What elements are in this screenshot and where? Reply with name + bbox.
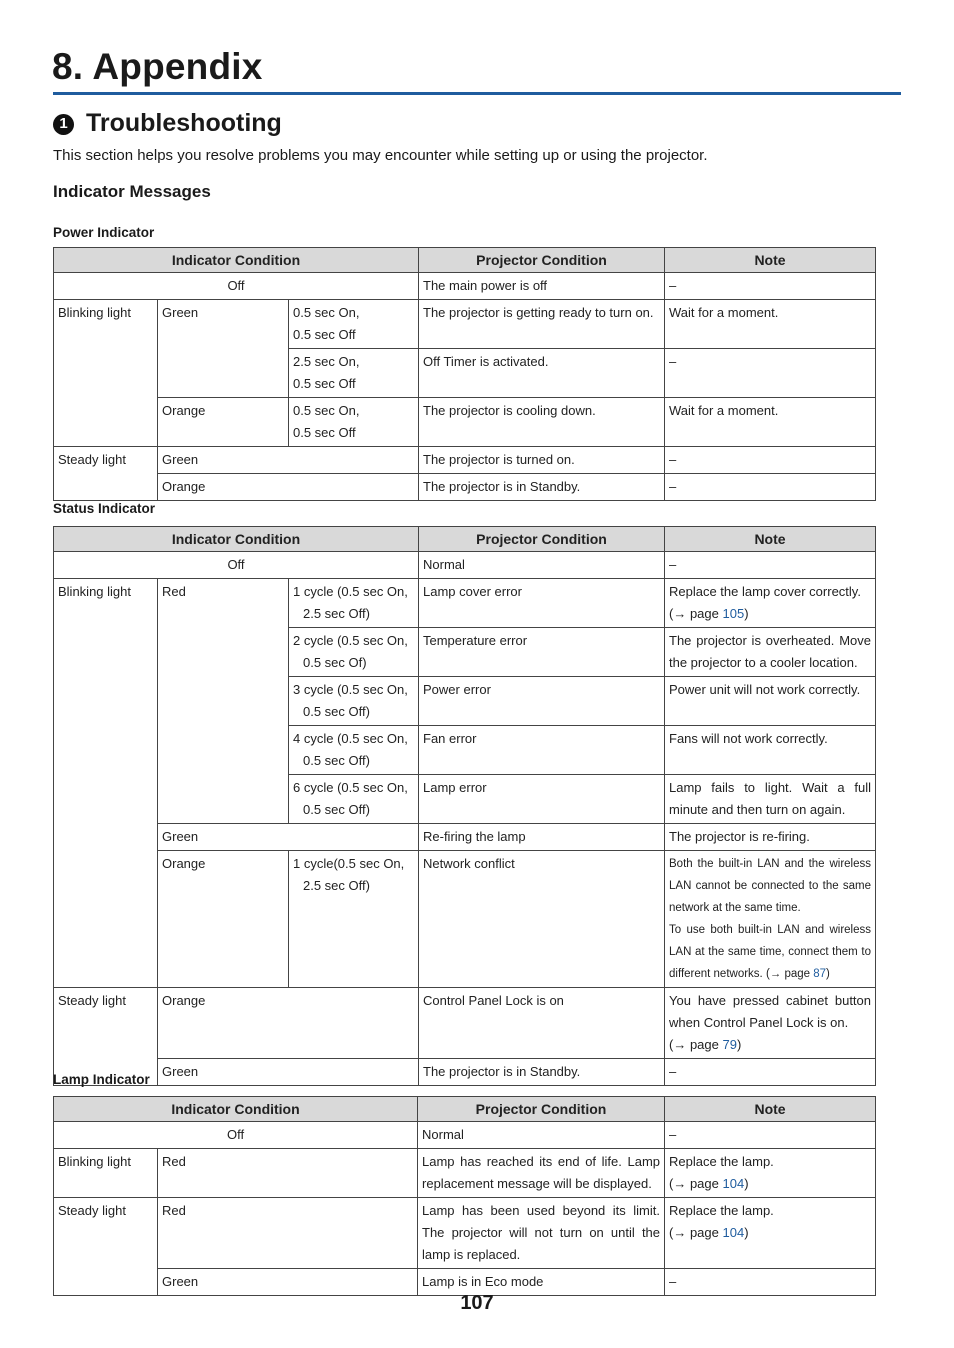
table-row xyxy=(54,273,876,300)
page-ref-link[interactable]: 87 xyxy=(813,968,827,980)
timing-line: 2.5 sec On, xyxy=(293,354,360,369)
cell-timing xyxy=(289,398,419,447)
note-text: Replace the lamp. xyxy=(669,1154,774,1169)
table-row xyxy=(54,1198,876,1269)
cell-blinking: Blinking light xyxy=(54,579,158,988)
cell-projector: Network conflict xyxy=(419,851,665,988)
cell-off: Off xyxy=(54,1122,418,1149)
cell-note: – xyxy=(665,273,876,300)
header-indicator-condition: Indicator Condition xyxy=(54,1097,418,1122)
cell-projector: The projector is getting ready to turn on. xyxy=(419,300,665,349)
cell-timing xyxy=(289,851,419,988)
timing-line: 2.5 sec Off) xyxy=(303,606,370,621)
header-note: Note xyxy=(665,527,876,552)
cell-projector: Temperature error xyxy=(419,628,665,677)
section-title xyxy=(53,107,282,139)
page-ref-prefix: (→ page xyxy=(669,606,723,621)
cell-note: The projector is re-firing. xyxy=(665,824,876,851)
timing-line: 1 cycle (0.5 sec On, xyxy=(293,584,408,599)
cell-color: Orange xyxy=(158,398,289,447)
cell-projector: The main power is off xyxy=(419,273,665,300)
table-row xyxy=(54,1059,876,1086)
cell-note: The projector is overheated. Move the projector to a cooler location. xyxy=(665,628,876,677)
table-row xyxy=(54,474,876,501)
cell-note: – xyxy=(665,474,876,501)
cell-projector: Lamp has reached its end of life. Lamp replacement message will be displayed. xyxy=(418,1149,665,1198)
cell-blinking: Blinking light xyxy=(54,300,158,447)
table-row xyxy=(54,552,876,579)
timing-line: 0.5 sec Off xyxy=(293,425,356,440)
page-ref-link[interactable]: 104 xyxy=(722,1225,745,1240)
power-indicator-label: Power Indicator xyxy=(53,225,155,240)
section-number-badge: 1 xyxy=(53,114,74,135)
cell-timing xyxy=(289,349,419,398)
table-header-row xyxy=(54,248,876,273)
cell-note xyxy=(665,579,876,628)
table-header-row xyxy=(54,527,876,552)
header-projector-condition: Projector Condition xyxy=(419,527,665,552)
status-indicator-table xyxy=(53,526,876,1086)
timing-line: 2 cycle (0.5 sec On, xyxy=(293,633,408,648)
header-note: Note xyxy=(665,1097,876,1122)
cell-note xyxy=(665,851,876,988)
cell-projector: Fan error xyxy=(419,726,665,775)
cell-projector: Power error xyxy=(419,677,665,726)
power-indicator-table xyxy=(53,247,876,501)
table-row xyxy=(54,1122,876,1149)
cell-note: – xyxy=(665,1269,876,1296)
cell-note xyxy=(665,988,876,1059)
cell-projector: The projector is turned on. xyxy=(419,447,665,474)
cell-projector: Lamp error xyxy=(419,775,665,824)
cell-projector: Control Panel Lock is on xyxy=(419,988,665,1059)
timing-line: 0.5 sec Off xyxy=(293,376,356,391)
cell-projector: Lamp has been used beyond its limit. The projector will not turn on until the lamp is replaced. xyxy=(418,1198,665,1269)
cell-note: – xyxy=(665,1122,876,1149)
cell-steady: Steady light xyxy=(54,1198,158,1296)
note-text: Replace the lamp. xyxy=(669,1203,774,1218)
table-row xyxy=(54,398,876,447)
cell-projector: Normal xyxy=(418,1122,665,1149)
cell-color: Green xyxy=(158,447,419,474)
header-projector-condition: Projector Condition xyxy=(419,248,665,273)
note-text: Replace the lamp cover correctly. xyxy=(669,584,861,599)
cell-note: Wait for a moment. xyxy=(665,300,876,349)
cell-color: Green xyxy=(158,1269,418,1296)
cell-projector: Re-firing the lamp xyxy=(419,824,665,851)
cell-color: Red xyxy=(158,579,289,824)
section-title-text: Troubleshooting xyxy=(86,109,282,137)
page-ref-prefix: (→ page xyxy=(669,1037,723,1052)
cell-timing xyxy=(289,300,419,349)
cell-timing xyxy=(289,775,419,824)
cell-color: Red xyxy=(158,1198,418,1269)
timing-line: 2.5 sec Off) xyxy=(303,878,370,893)
note-text: You have pressed cabinet button when Control Panel Lock is on. xyxy=(669,993,871,1030)
timing-line: 1 cycle(0.5 sec On, xyxy=(293,856,405,871)
cell-note: Lamp fails to light. Wait a full minute and then turn on again. xyxy=(665,775,876,824)
page-ref-prefix: (→ page xyxy=(669,1176,723,1191)
cell-timing xyxy=(289,677,419,726)
timing-line: 3 cycle (0.5 sec On, xyxy=(293,682,408,697)
page-ref-suffix: ) xyxy=(736,1037,742,1052)
cell-note xyxy=(665,1198,876,1269)
note-text: To use both built-in LAN and wireless LAN at the same time, connect them to different networks. (→ page xyxy=(669,924,871,980)
header-note: Note xyxy=(665,248,876,273)
cell-note: – xyxy=(665,552,876,579)
page-ref-link[interactable]: 104 xyxy=(722,1176,745,1191)
page-ref-prefix: (→ page xyxy=(669,1225,723,1240)
intro-text: This section helps you resolve problems you may encounter while setting up or using the projector. xyxy=(53,147,708,164)
timing-line: 0.5 sec Off) xyxy=(303,704,370,719)
cell-projector: Normal xyxy=(419,552,665,579)
page-ref-suffix: ) xyxy=(744,1176,749,1191)
status-indicator-label: Status Indicator xyxy=(53,501,156,516)
cell-steady: Steady light xyxy=(54,447,158,501)
cell-color: Orange xyxy=(158,988,419,1059)
cell-note: Power unit will not work correctly. xyxy=(665,677,876,726)
page-ref-suffix: ) xyxy=(744,606,749,621)
timing-line: 0.5 sec Off) xyxy=(303,753,370,768)
cell-note: – xyxy=(665,447,876,474)
header-indicator-condition: Indicator Condition xyxy=(54,248,419,273)
timing-line: 0.5 sec Off) xyxy=(303,802,370,817)
cell-note: Fans will not work correctly. xyxy=(665,726,876,775)
cell-color: Green xyxy=(158,300,289,398)
timing-line: 0.5 sec On, xyxy=(293,403,360,418)
cell-blinking: Blinking light xyxy=(54,1149,158,1198)
subsection-title: Indicator Messages xyxy=(53,182,211,201)
page-ref-link[interactable]: 105 xyxy=(722,606,745,621)
cell-color: Green xyxy=(158,1059,419,1086)
lamp-indicator-label: Lamp Indicator xyxy=(53,1072,150,1087)
timing-line: 4 cycle (0.5 sec On, xyxy=(293,731,408,746)
timing-line: 6 cycle (0.5 sec On, xyxy=(293,780,408,795)
cell-timing xyxy=(289,628,419,677)
page-ref-suffix: ) xyxy=(826,968,830,980)
cell-note: – xyxy=(665,349,876,398)
cell-color: Orange xyxy=(158,851,289,988)
cell-note: Wait for a moment. xyxy=(665,398,876,447)
timing-line: 0.5 sec On, xyxy=(293,305,360,320)
table-row xyxy=(54,447,876,474)
page-number: 107 xyxy=(460,1292,494,1314)
cell-note: – xyxy=(665,1059,876,1086)
table-header-row xyxy=(54,1097,876,1122)
cell-off: Off xyxy=(54,273,419,300)
chapter-rule xyxy=(53,92,901,95)
cell-note xyxy=(665,1149,876,1198)
cell-projector: The projector is in Standby. xyxy=(419,474,665,501)
cell-projector: Off Timer is activated. xyxy=(419,349,665,398)
header-indicator-condition: Indicator Condition xyxy=(54,527,419,552)
table-row xyxy=(54,851,876,988)
lamp-indicator-table xyxy=(53,1096,876,1296)
cell-projector: Lamp cover error xyxy=(419,579,665,628)
header-projector-condition: Projector Condition xyxy=(418,1097,665,1122)
chapter-title: 8. Appendix xyxy=(52,46,263,87)
cell-projector: The projector is cooling down. xyxy=(419,398,665,447)
cell-color: Green xyxy=(158,824,419,851)
cell-projector: Lamp is in Eco mode xyxy=(418,1269,665,1296)
note-text: Both the built-in LAN and the wireless LAN cannot be connected to the same network at the same time. xyxy=(669,858,871,914)
cell-timing xyxy=(289,726,419,775)
table-row xyxy=(54,300,876,349)
page-ref-link[interactable]: 79 xyxy=(722,1037,737,1052)
table-row xyxy=(54,579,876,628)
cell-steady: Steady light xyxy=(54,988,158,1086)
table-row xyxy=(54,1149,876,1198)
cell-color: Orange xyxy=(158,474,419,501)
timing-line: 0.5 sec Of) xyxy=(303,655,367,670)
table-row xyxy=(54,824,876,851)
timing-line: 0.5 sec Off xyxy=(293,327,356,342)
cell-color: Red xyxy=(158,1149,418,1198)
page-ref-suffix: ) xyxy=(744,1225,749,1240)
table-row xyxy=(54,988,876,1059)
cell-off: Off xyxy=(54,552,419,579)
cell-projector: The projector is in Standby. xyxy=(419,1059,665,1086)
cell-timing xyxy=(289,579,419,628)
